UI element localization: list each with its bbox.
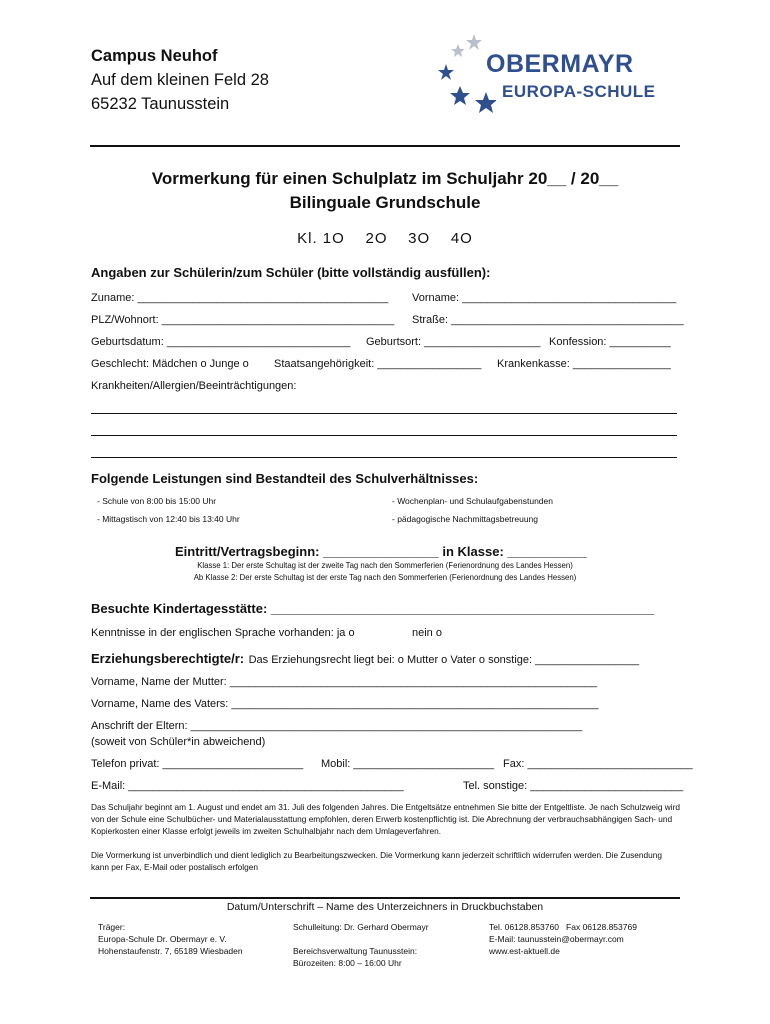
footer-col-traeger (98, 921, 243, 957)
entry-note-1: Klasse 1: Der erste Schultag ist der zweite Tag nach den Sommerferien (Ferienordnung des Landes Hessen) (197, 561, 573, 570)
footer-text: Träger: (98, 922, 126, 932)
service-item: - pädagogische Nachmittagsbetreuung (392, 514, 539, 524)
entry-note-2: Ab Klasse 2: Der erste Schultag ist der erste Tag nach den Sommerferien (Ferienordnung des Landes Hessen) (193, 573, 577, 582)
student-section-heading: Angaben zur Schülerin/zum Schüler (bitte vollständig ausfüllen): (91, 265, 491, 280)
parents-address-field[interactable]: Anschrift der Eltern: ________________________________________________________________ (91, 720, 583, 732)
krankheiten-line-3[interactable] (91, 457, 677, 458)
geburtsort-field[interactable]: Geburtsort: ___________________ (366, 336, 541, 348)
footer-text: Hohenstaufenstr. 7, 65189 Wiesbaden (98, 946, 243, 956)
terms-paragraph: Das Schuljahr beginnt am 1. August und endet am 31. Juli des folgenden Jahres. Die Entgeltsätze entnehmen Sie bitte der Entgeltliste. Je nach Schulzweig wird von der Schule eine Schulbücher- und Materialausstattung empfohlen, deren Erwerb kostenpflichtig ist. Die Abrechnung der verbrauchsabhängigen Sach- und Kopierkosten einer Klasse erfolgt jeweils im zweiten Schulhalbjahr nach dem Umlageverfahren. (91, 802, 680, 836)
phone-other-field[interactable]: Tel. sonstige: _________________________ (463, 780, 684, 792)
footer-text: Bürozeiten: 8:00 – 16:00 Uhr (293, 958, 402, 968)
header-divider (90, 145, 680, 147)
phone-private-field[interactable]: Telefon privat: _______________________ (91, 758, 304, 770)
krankenkasse-field[interactable]: Krankenkasse: ________________ (497, 358, 671, 370)
address-city: 65232 Taunusstein (91, 95, 230, 113)
krankheiten-label: Krankheiten/Allergien/Beeinträchtigungen: (91, 380, 297, 392)
parents-address-note: (soweit von Schüler*in abweichend) (91, 736, 266, 748)
reservation-paragraph: Die Vormerkung ist unverbindlich und dient lediglich zu Bearbeitungszwecken. Die Vormerkung kann jederzeit schriftlich widerrufen werden. Die Zusendung kann per Fax, E-Mail oder postalisch erfolgen (91, 850, 662, 872)
english-knowledge-yes[interactable]: Kenntnisse in der englischen Sprache vorhanden: ja o (91, 627, 355, 639)
guardians-heading: Erziehungsberechtigte/r: (91, 651, 245, 666)
krankheiten-line-1[interactable] (91, 413, 677, 414)
footer-text: Bereichsverwaltung Taunusstein: (293, 946, 418, 956)
custody-field[interactable]: Das Erziehungsrecht liegt bei: o Mutter o Vater o sonstige: _________________ (248, 654, 640, 666)
footer-website-link[interactable]: www.est-aktuell.de (489, 946, 560, 956)
staatsangehoerigkeit-field[interactable]: Staatsangehörigkeit: _________________ (274, 358, 482, 370)
geburtsdatum-field[interactable]: Geburtsdatum: ______________________________ (91, 336, 351, 348)
footer-email-link[interactable]: E-Mail: taunusstein@obermayr.com (489, 934, 624, 944)
english-knowledge-no[interactable]: nein o (412, 627, 442, 639)
geschlecht-field[interactable]: Geschlecht: Mädchen o Junge o (91, 358, 249, 370)
service-item: - Schule von 8:00 bis 15:00 Uhr (97, 496, 217, 506)
kita-field[interactable]: Besuchte Kindertagesstätte: _____________________________________________________ (91, 601, 655, 616)
strasse-field[interactable]: Straße: ______________________________________ (412, 314, 684, 326)
footer-col-schulleitung (293, 921, 429, 969)
vorname-field[interactable]: Vorname: ___________________________________ (412, 292, 677, 304)
krankheiten-line-2[interactable] (91, 435, 677, 436)
konfession-field[interactable]: Konfession: __________ (549, 336, 671, 348)
mobile-field[interactable]: Mobil: _______________________ (321, 758, 495, 770)
entry-heading[interactable]: Eintritt/Vertragsbeginn: ________________ in Klasse: ___________ (175, 544, 587, 559)
services-heading: Folgende Leistungen sind Bestandteil des Schulverhältnisses: (91, 471, 479, 486)
father-name-field[interactable]: Vorname, Name des Vaters: ____________________________________________________________ (91, 698, 599, 710)
campus-name: Campus Neuhof (91, 47, 218, 65)
footer-text: Europa-Schule Dr. Obermayr e. V. (98, 934, 227, 944)
school-logo (436, 30, 676, 120)
guardians-heading-row (91, 650, 639, 668)
logo-text-obermayr: OBERMAYR (486, 50, 634, 78)
form-subtitle: Bilinguale Grundschule (289, 193, 481, 212)
email-field[interactable]: E-Mail: _____________________________________________ (91, 780, 404, 792)
service-item: - Wochenplan- und Schulaufgabenstunden (392, 496, 553, 506)
signature-line[interactable] (90, 897, 680, 899)
fax-field[interactable]: Fax: ___________________________ (503, 758, 693, 770)
footer-col-contact (489, 921, 637, 957)
service-item: - Mittagstisch von 12:40 bis 13:40 Uhr (97, 514, 240, 524)
address-street: Auf dem kleinen Feld 28 (91, 71, 269, 89)
signature-label: Datum/Unterschrift – Name des Unterzeichners in Druckbuchstaben (226, 901, 544, 913)
form-title: Vormerkung für einen Schulplatz im Schuljahr 20__ / 20__ (151, 169, 619, 188)
logo-text-europa-schule: EUROPA-SCHULE (502, 82, 656, 101)
plz-wohnort-field[interactable]: PLZ/Wohnort: ______________________________________ (91, 314, 395, 326)
class-selection[interactable]: Kl. 1O 2O 3O 4O (297, 230, 473, 247)
mother-name-field[interactable]: Vorname, Name der Mutter: ____________________________________________________________ (91, 676, 597, 688)
footer-text: Schulleitung: Dr. Gerhard Obermayr (293, 922, 429, 932)
zuname-field[interactable]: Zuname: _________________________________________ (91, 292, 389, 304)
footer-text: Tel. 06128.853760 Fax 06128.853769 (489, 922, 637, 932)
